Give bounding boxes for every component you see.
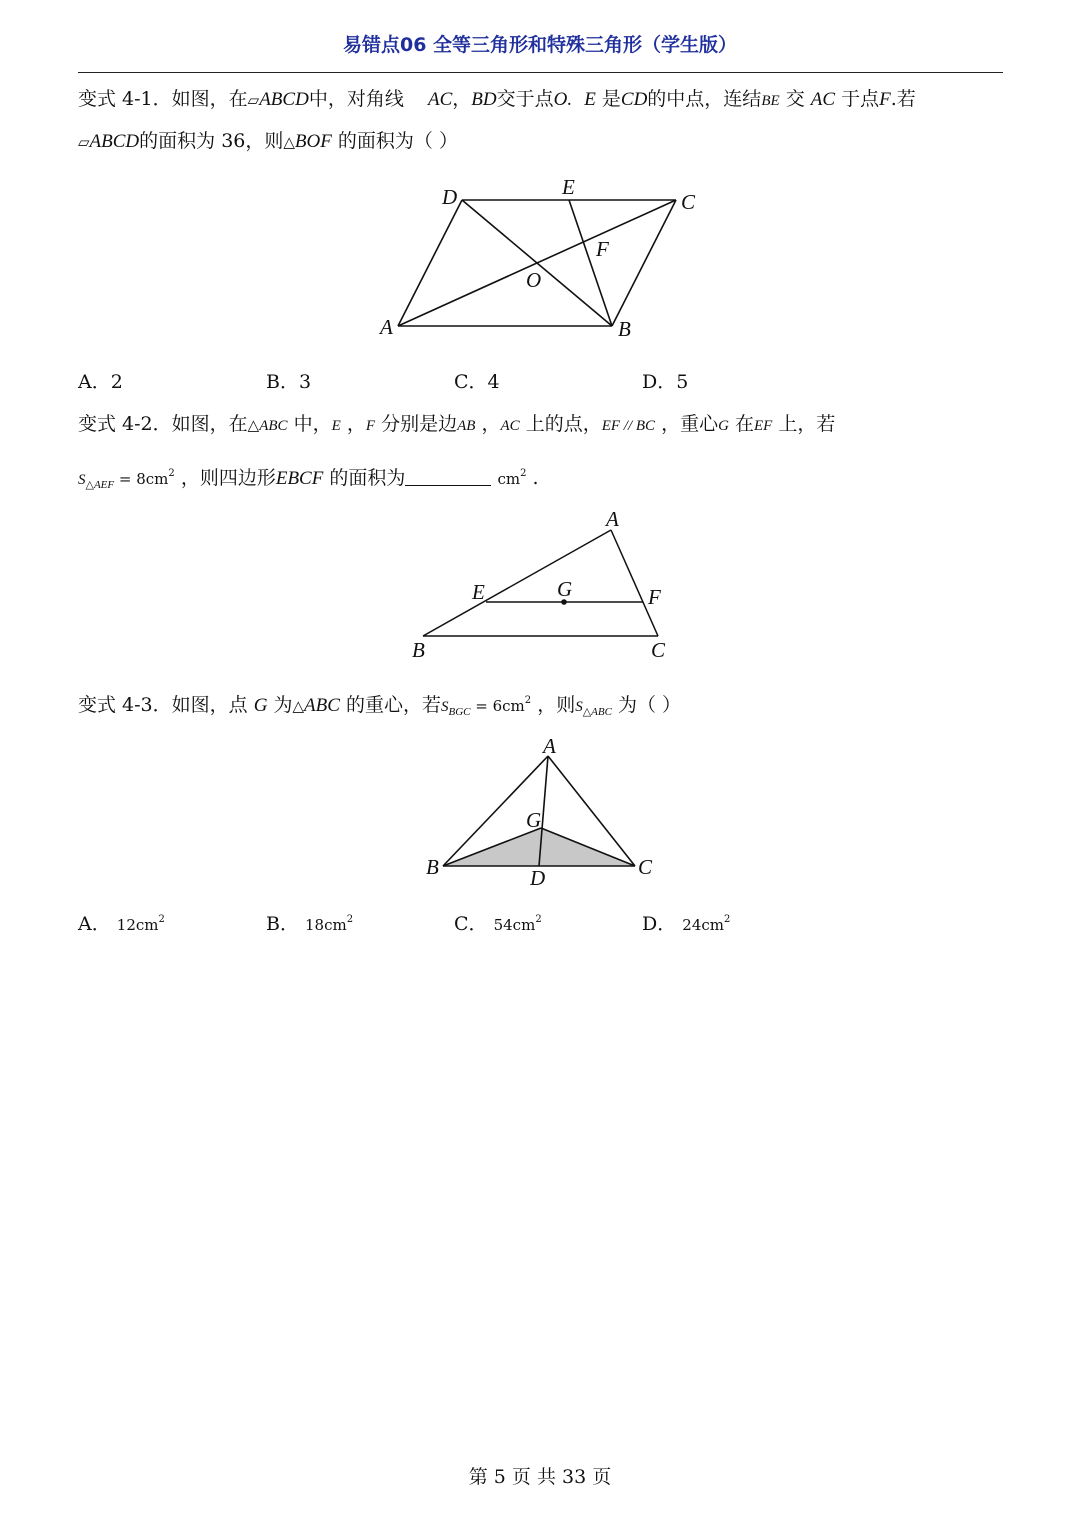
q3-superscript: 2 — [524, 695, 532, 706]
q1-math: CD — [620, 89, 648, 110]
q3-text: 为 — [273, 694, 293, 716]
q2-math: F — [365, 418, 376, 434]
q1-math: E — [584, 89, 596, 110]
label-e: E — [472, 580, 485, 604]
q3-text: 的重心，若 — [345, 694, 441, 716]
q1-option-d[interactable] — [642, 369, 688, 395]
parallelogram-icon: ▱ — [78, 133, 90, 151]
q2-math: = 8cm — [114, 470, 169, 488]
q2-math: E — [331, 418, 341, 434]
q3-option-a[interactable] — [78, 907, 165, 938]
q1-option-c[interactable] — [454, 369, 500, 395]
q3-math: S — [575, 699, 583, 715]
q2-text: ，则四边形 — [180, 467, 276, 489]
label-d: D — [530, 866, 546, 890]
q2-math: ABC — [259, 418, 288, 434]
q3-text: 为（ ） — [618, 694, 682, 716]
label-c: C — [651, 638, 666, 662]
answer-blank[interactable] — [405, 467, 491, 486]
q2-math: AB — [457, 418, 476, 434]
q1-line-2 — [78, 128, 458, 155]
q1-math: BD — [471, 89, 497, 110]
q2-text: 如图，在 — [171, 413, 248, 435]
q1-label: 变式 4-1． — [78, 88, 172, 110]
page-title: 易错点06 全等三角形和特殊三角形（学生版） — [342, 34, 738, 56]
q3-subscript: BGC — [448, 706, 471, 718]
q2-math: G — [718, 418, 729, 434]
option-superscript: 2 — [158, 914, 165, 925]
label-c: C — [638, 855, 653, 879]
label-b: B — [618, 317, 631, 341]
q1-figure — [370, 172, 710, 347]
diagonal-bd — [462, 200, 612, 326]
q2-text: ，重心 — [661, 413, 719, 435]
q2-text: 中， — [293, 413, 332, 435]
label-g: G — [526, 808, 542, 832]
label-a: A — [606, 507, 619, 531]
option-value: 24cm — [682, 916, 724, 934]
option-value: 5 — [676, 371, 689, 393]
q1-option-a[interactable] — [78, 369, 123, 395]
q2-text: . — [532, 467, 539, 489]
label-b: B — [426, 855, 439, 879]
q1-text: 交 — [785, 88, 805, 110]
q2-math: EF // BC — [601, 418, 656, 434]
q3-math: ABC — [304, 695, 340, 716]
q2-figure — [400, 506, 680, 666]
q1-text: .若 — [890, 88, 916, 110]
page-number: 第 5 页 共 33 页 — [468, 1466, 612, 1488]
label-b: B — [412, 638, 425, 662]
label-d: D — [442, 185, 458, 209]
q3-math: G — [253, 695, 268, 716]
q2-math: cm — [497, 470, 521, 488]
label-a: A — [543, 734, 556, 758]
q2-text: 的面积为 — [329, 467, 406, 489]
triangle-icon: △ — [247, 416, 260, 434]
label-a: A — [380, 315, 393, 339]
q2-superscript: 2 — [520, 468, 527, 479]
option-letter: A． — [78, 913, 111, 935]
q1-text: 于点 — [841, 88, 880, 110]
option-superscript: 2 — [346, 914, 354, 925]
option-letter: D． — [642, 371, 677, 393]
q3-label: 变式 4-3． — [78, 694, 172, 716]
option-letter: C． — [454, 913, 488, 935]
header-divider — [78, 72, 1003, 73]
q3-option-d[interactable] — [642, 907, 730, 938]
q3-line-1 — [78, 688, 681, 725]
q2-label: 变式 4-2． — [78, 413, 172, 435]
q3-figure — [418, 734, 668, 890]
option-value: 18cm — [305, 916, 347, 934]
q2-text: 在 — [734, 413, 754, 435]
option-superscript: 2 — [535, 914, 542, 925]
option-letter: B． — [266, 913, 299, 935]
q1-text: 中，对角线 — [308, 88, 404, 110]
q2-math: S — [78, 472, 86, 488]
label-f: F — [596, 237, 609, 261]
label-c: C — [681, 190, 696, 214]
option-letter: B． — [266, 371, 299, 393]
option-letter: A． — [78, 371, 111, 393]
q1-line-1 — [78, 86, 916, 114]
q1-text: ， — [452, 88, 472, 110]
option-superscript: 2 — [724, 914, 731, 925]
q1-math: AC — [810, 89, 836, 110]
option-value: 4 — [487, 371, 500, 393]
q2-superscript: 2 — [168, 468, 175, 479]
q2-text: 分别是边 — [381, 413, 458, 435]
label-g: G — [557, 577, 573, 601]
q3-math: S — [441, 699, 449, 715]
q2-text: ， — [346, 413, 366, 435]
segment-ad — [398, 200, 462, 326]
q2-text: ， — [481, 413, 501, 435]
q1-math: ABCD — [89, 131, 140, 152]
segment-ab — [423, 530, 611, 636]
q1-math: O. — [553, 89, 573, 110]
q1-text: 的中点，连结 — [647, 88, 762, 110]
segment-ac — [611, 530, 658, 636]
triangle-icon: △ — [292, 697, 305, 715]
option-value: 2 — [110, 371, 123, 393]
q2-text: 上的点， — [525, 413, 602, 435]
option-letter: C． — [454, 371, 488, 393]
q3-option-b[interactable] — [266, 907, 353, 938]
q1-text: 交于点 — [496, 88, 554, 110]
q2-math: EF — [754, 418, 773, 434]
segment-bc — [612, 200, 676, 326]
q1-math: BOF — [294, 131, 332, 152]
q1-math: ABCD — [259, 89, 309, 110]
q1-math: F — [879, 89, 891, 110]
label-o: O — [526, 268, 542, 292]
q1-text: 的面积为 36，则 — [139, 130, 284, 152]
q2-subscript: △AEF — [85, 479, 115, 491]
q1-text: 的面积为（ ） — [337, 130, 458, 152]
label-e: E — [562, 175, 575, 199]
q2-text: 上，若 — [778, 413, 836, 435]
q1-text: 如图，在 — [171, 88, 248, 110]
q2-line-2 — [78, 461, 539, 498]
q2-math: AC — [500, 418, 520, 434]
q2-math: EBCF — [275, 468, 324, 489]
option-letter: D． — [642, 913, 677, 935]
q3-text: 如图，点 — [171, 694, 248, 716]
q2-line-1 — [78, 411, 835, 439]
q3-math: = 6cm — [470, 697, 525, 715]
q1-text: 是 — [601, 88, 621, 110]
q1-math: BE — [761, 93, 780, 109]
triangle-icon: △ — [283, 133, 295, 151]
q1-option-b[interactable] — [266, 369, 311, 395]
parallelogram-icon: ▱ — [247, 91, 260, 109]
q3-subscript: △ABC — [582, 706, 612, 718]
option-value: 3 — [298, 371, 312, 393]
label-f: F — [648, 585, 661, 609]
q3-text: ，则 — [537, 694, 576, 716]
q1-math: AC — [428, 89, 453, 110]
q3-option-c[interactable] — [454, 907, 542, 938]
option-value: 12cm — [116, 916, 159, 934]
option-value: 54cm — [493, 916, 536, 934]
